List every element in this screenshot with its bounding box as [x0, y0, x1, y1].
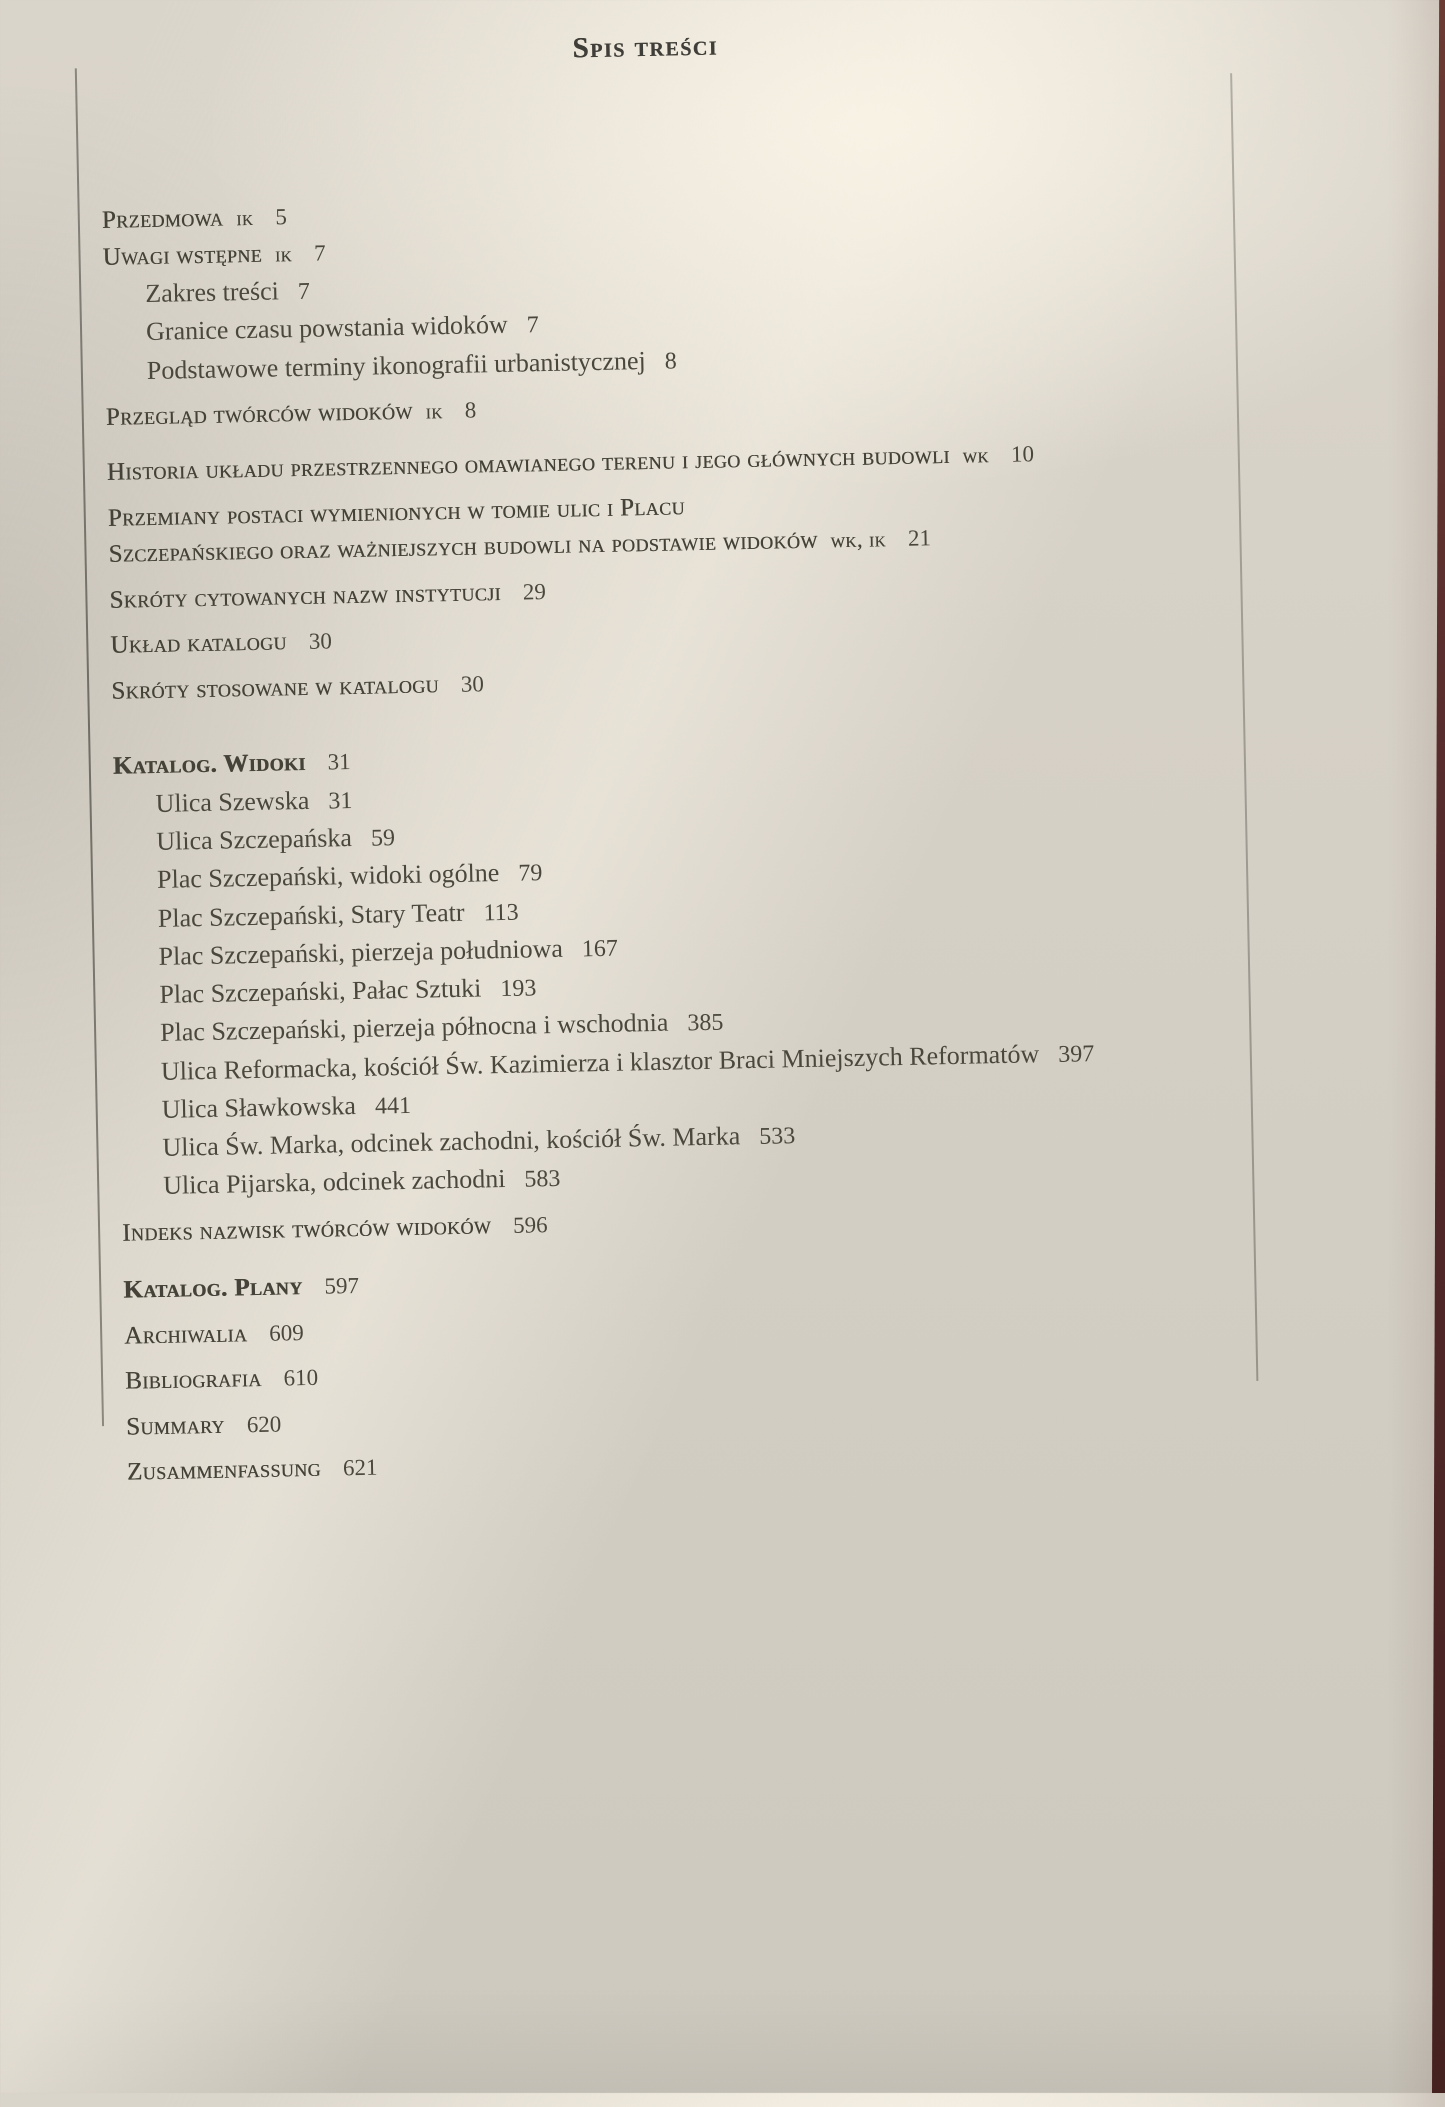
toc-entry-page-number: 59: [370, 825, 396, 852]
toc-entry-label: Granice czasu powstania widoków: [145, 310, 509, 347]
toc-entry-page-number: 385: [687, 1009, 724, 1037]
toc-entry-label: Ulica Reformacka, kościół Św. Kazimierza i klasztor Braci Mniejszych Reformatów: [160, 1038, 1040, 1086]
toc-entry-page-number: 610: [283, 1365, 319, 1391]
toc-entry: [109, 563, 1234, 616]
toc-entry-page-number: 596: [512, 1211, 548, 1238]
toc-entry-label: Skróty stosowane w katalogu: [111, 671, 440, 705]
toc-entry-label: Zakres treści: [145, 276, 280, 309]
toc-entry-page-number: 167: [581, 935, 619, 963]
toc-entry-page-number: 8: [464, 397, 477, 423]
toc-entry-label: Ulica Św. Marka, odcinek zachodni, kościół Św. Marka: [162, 1121, 741, 1163]
toc-entry-page-number: 30: [460, 671, 485, 697]
toc-entry-label: Szczepańskiego oraz ważniejszych budowli na podstawie widoków: [108, 526, 818, 569]
toc-entry-page-number: 609: [269, 1319, 305, 1346]
toc-entry-page-number: 193: [500, 975, 537, 1003]
toc-entry-label: Ulica Szczepańska: [156, 823, 353, 856]
toc-entry-label: Podstawowe terminy ikonografii urbanistycznej: [146, 345, 647, 385]
toc-entry-label: Plac Szczepański, Pałac Sztuki: [159, 973, 482, 1010]
toc-entry-page-number: 397: [1057, 1040, 1095, 1068]
toc-entry-page-number: 31: [328, 787, 353, 815]
toc-entry: [122, 1196, 1247, 1249]
toc-entry-page-number: 7: [526, 312, 540, 339]
toc-entry-label: Układ katalogu: [110, 628, 288, 660]
toc-entry: [124, 1299, 1249, 1352]
toc-entry-page-number: 8: [664, 347, 678, 375]
toc-entry-label: Ulica Sławkowska: [161, 1090, 357, 1124]
toc-entry-label: Summary: [125, 1411, 226, 1441]
toc-entry-annotation: wk: [962, 442, 990, 468]
toc-entry-label: Ulica Pijarska, odcinek zachodni: [162, 1164, 506, 1201]
toc-entry-page-number: 21: [907, 525, 932, 552]
toc-entry-label: Ulica Szewska: [155, 785, 310, 818]
toc-entry-label: Katalog. Widoki: [112, 749, 306, 781]
toc-entry-page-number: 31: [327, 749, 351, 775]
toc-entry: [106, 380, 1231, 433]
toc-entry-label: Indeks nazwisk twórców widoków: [121, 1212, 492, 1247]
toc-entry: [110, 609, 1235, 662]
toc-entry-label: Przedmowa: [101, 204, 224, 234]
toc-entry: [111, 654, 1236, 707]
left-margin-rule: [75, 68, 104, 1426]
toc-entry-label: Historia układu przestrzennego omawianego terenu i jego głównych budowli: [106, 442, 951, 487]
toc-entry-page-number: 79: [518, 860, 543, 888]
toc-entry-label: Plac Szczepański, pierzeja południowa: [158, 933, 564, 971]
table-of-contents: [102, 183, 1253, 1488]
toc-entry-page-number: 597: [324, 1273, 360, 1299]
toc-entry: [127, 1435, 1252, 1488]
toc-entry-label: Zusammenfassung: [126, 1454, 322, 1486]
toc-entry-label: Katalog. Plany: [123, 1273, 303, 1304]
toc-entry-label: Przegląd twórców widoków: [105, 397, 413, 431]
toc-entry-page-number: 441: [374, 1092, 412, 1120]
toc-entry-annotation: ik: [274, 240, 293, 266]
toc-entry-page-number: 7: [297, 278, 311, 305]
toc-entry-annotation: ik: [425, 397, 443, 424]
toc-entry-label: Plac Szczepański, Stary Teatr: [157, 897, 465, 933]
toc-entry-label: Bibliografia: [124, 1365, 262, 1395]
toc-entry-page-number: 5: [275, 204, 288, 230]
toc-entry-annotation: wk, ik: [830, 526, 887, 553]
toc-entry: [107, 436, 1232, 489]
page-title: Spis treści: [572, 29, 719, 65]
toc-entry-label: Plac Szczepański, widoki ogólne: [156, 858, 500, 895]
toc-entry-label: Przemiany postaci wymienionych w tomie ulic i Placu: [107, 493, 686, 532]
toc-entry-label: Plac Szczepański, pierzeja północna i wschodnia: [159, 1008, 669, 1048]
toc-entry-label: Archiwalia: [123, 1319, 248, 1350]
toc-entry: [125, 1344, 1250, 1397]
toc-entry-page-number: 621: [342, 1454, 378, 1481]
toc-entry-label: Uwagi wstępne: [102, 240, 263, 271]
toc-entry-page-number: 113: [483, 899, 519, 926]
toc-entry: [123, 1253, 1248, 1306]
toc-entry-page-number: 620: [246, 1411, 282, 1437]
toc-entry-page-number: 583: [524, 1166, 561, 1194]
toc-entry-page-number: 30: [308, 628, 333, 655]
toc-entry-page-number: 7: [313, 239, 326, 266]
toc-entry-annotation: ik: [236, 204, 254, 231]
toc-entry-page-number: 533: [758, 1123, 796, 1151]
toc-entry-page-number: 10: [1010, 441, 1035, 468]
toc-entry: [126, 1390, 1251, 1443]
toc-entry-page-number: 29: [522, 578, 547, 605]
toc-entry-label: Skróty cytowanych nazw instytucji: [109, 578, 502, 614]
